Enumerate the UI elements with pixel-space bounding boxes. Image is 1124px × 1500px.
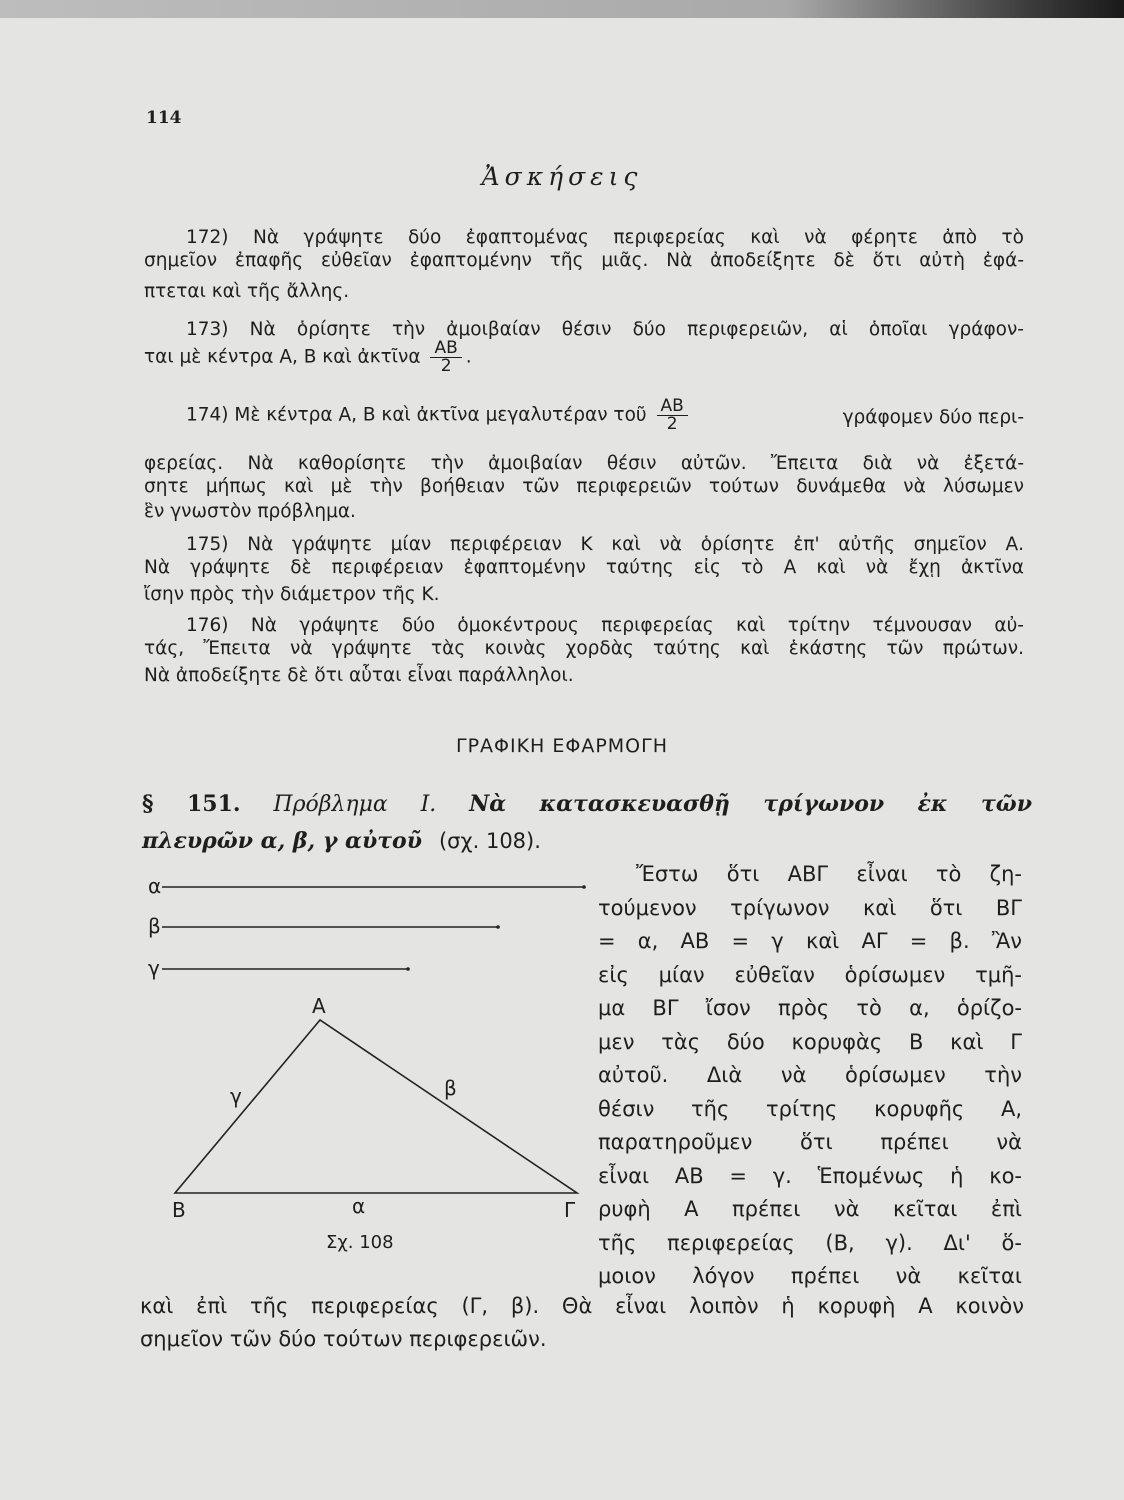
triangle-diagram	[140, 860, 600, 1260]
solution-line: σημεῖον τῶν δύο τούτων περιφερειῶν.	[140, 1327, 547, 1351]
exercise-line: γράφομεν δύο περι-	[842, 407, 1024, 428]
solution-line: εἶναι ΑΒ = γ. Ἑπομένως ἡ κο-	[598, 1163, 1022, 1188]
exercise-174-end	[144, 500, 1024, 523]
exercise-line: σημεῖον ἐπαφῆς εὐθεῖαν ἐφαπτομένην τῆς μιᾶς. Νὰ ἀποδείξητε δὲ ὅτι αὐτὴ ἐφά-	[144, 250, 1024, 271]
problem-label: Πρόβλημα Ι.	[273, 792, 437, 817]
fraction-numerator: ΑΒ	[657, 398, 688, 416]
exercise-line: φερείας. Νὰ καθορίσητε τὴν ἀμοιβαίαν θέσιν αὐτῶν. Ἔπειτα διὰ νὰ ἐξετά-	[144, 453, 1024, 474]
solution-line: ρυφὴ Α πρέπει νὰ κεῖται ἐπὶ	[598, 1197, 1022, 1221]
exercise-line: ται μὲ κέντρα Α, Β καὶ ἀκτῖνα	[144, 346, 421, 368]
solution-conclusion	[140, 1290, 1024, 1356]
problem-line-1	[142, 786, 1032, 823]
solution-line: τῆς περιφερείας (Β, γ). Δι' ὅ-	[598, 1230, 1022, 1255]
page-title: Ἀσκήσεις	[481, 162, 643, 191]
figure-108	[140, 860, 600, 1260]
solution-column	[598, 858, 1022, 1294]
vertex-b-label: Β	[172, 1198, 186, 1222]
fraction-numerator: ΑΒ	[430, 340, 461, 358]
exercise-line: 172) Νὰ γράψητε δύο ἐφαπτομένας περιφερείας καὶ νὰ φέρητε ἀπὸ τὸ	[186, 227, 1024, 248]
problem-statement	[142, 786, 1032, 860]
side-a-label: α	[352, 1194, 366, 1218]
section-number: § 151.	[142, 791, 241, 817]
exercise-punct: .	[465, 346, 472, 368]
solution-line: = α, ΑΒ = γ καὶ ΑΓ = β. Ἂν	[598, 929, 1022, 953]
exercise-line: ἴσην πρὸς τὴν διάμετρον τῆς Κ.	[144, 584, 440, 605]
exercise-175	[144, 533, 1024, 579]
exercise-174	[144, 398, 1024, 433]
scan-edge	[0, 0, 1124, 18]
solution-line: μα ΒΓ ἴσον πρὸς τὸ α, ὁρίζο-	[598, 996, 1022, 1020]
problem-text: Νὰ κατασκευασθῇ τρίγωνον ἐκ τῶν	[469, 791, 1033, 817]
problem-line-2	[142, 823, 1032, 860]
fraction-ab-over-2	[657, 398, 688, 433]
solution-line: θέσιν τῆς τρίτης κορυφῆς Α,	[598, 1096, 1022, 1121]
exercise-175-end	[144, 583, 1024, 606]
exercise-line: πτεται καὶ τῆς ἄλλης.	[144, 281, 350, 302]
fraction-denominator: 2	[440, 356, 452, 376]
exercise-line: ἓν γνωστὸν πρόβλημα.	[144, 501, 356, 522]
exercise-line: 175) Νὰ γράψητε μίαν περιφέρειαν Κ καὶ νὰ ὁρίσητε ἐπ' αὐτῆς σημεῖον Α.	[186, 534, 1024, 555]
fraction-ab-over-2	[430, 340, 461, 375]
exercise-line: σητε μήπως καὶ μὲ τὴν βοήθειαν τῶν περιφερειῶν τούτων δυνάμεθα νὰ λύσωμεν	[144, 476, 1024, 497]
solution-line: τούμενον τρίγωνον καὶ ὅτι ΒΓ	[598, 895, 1022, 920]
solution-line: μεν τὰς δύο κορυφὰς Β καὶ Γ	[598, 1029, 1022, 1054]
exercise-173	[144, 318, 1024, 341]
label-gamma: γ	[148, 956, 160, 980]
solution-line: παρατηροῦμεν ὅτι πρέπει νὰ	[598, 1130, 1022, 1154]
exercise-176	[144, 614, 1024, 660]
exercise-172	[144, 226, 1024, 272]
label-beta: β	[148, 914, 161, 938]
exercise-line: 173) Νὰ ὁρίσητε τὴν ἀμοιβαίαν θέσιν δύο περιφερειῶν, αἱ ὁποῖαι γράφον-	[186, 319, 1024, 340]
exercise-line: 176) Νὰ γράψητε δύο ὁμοκέντρους περιφερείας καὶ τρίτην τέμνουσαν αὐ-	[186, 615, 1024, 636]
exercise-line: 174) Μὲ κέντρα Α, Β καὶ ἀκτῖνα μεγαλυτέραν τοῦ	[186, 404, 647, 426]
fraction-denominator: 2	[666, 414, 678, 434]
solution-line: Ἔστω ὅτι ΑΒΓ εἶναι τὸ ζη-	[636, 862, 1022, 886]
exercise-174-body	[144, 452, 1024, 498]
side-c-label: γ	[230, 1084, 242, 1108]
label-alpha: α	[148, 874, 162, 898]
vertex-a-label: Α	[312, 994, 326, 1018]
solution-line: εἰς μίαν εὐθεῖαν ὁρίσωμεν τμῆ-	[598, 962, 1022, 987]
problem-text-2: πλευρῶν α, β, γ αὐτοῦ	[142, 828, 422, 854]
exercise-173-line2	[144, 340, 1024, 375]
page-number: 114	[146, 108, 182, 128]
exercise-176-end	[144, 664, 1024, 687]
exercise-line: Νὰ ἀποδείξητε δὲ ὅτι αὗται εἶναι παράλληλοι.	[144, 665, 574, 686]
vertex-g-label: Γ	[564, 1198, 576, 1222]
figure-reference: (σχ. 108).	[438, 829, 541, 853]
solution-line: αὐτοῦ. Διὰ νὰ ὁρίσωμεν τὴν	[598, 1063, 1022, 1087]
exercise-line: τάς, Ἔπειτα νὰ γράψητε τὰς κοινὰς χορδὰς ταύτης καὶ ἑκάστης τῶν πρώτων.	[144, 638, 1024, 659]
solution-line: καὶ ἐπὶ τῆς περιφερείας (Γ, β). Θὰ εἶναι λοιπὸν ἡ κορυφὴ Α κοινὸν	[140, 1294, 1024, 1318]
exercise-172-end	[144, 280, 1024, 303]
exercise-line: Νὰ γράψητε δὲ περιφέρειαν ἐφαπτομένην ταύτης εἰς τὸ Α καὶ νὰ ἔχῃ ἀκτῖνα	[144, 557, 1024, 578]
figure-caption: Σχ. 108	[326, 1232, 394, 1253]
section-heading: ΓΡΑΦΙΚΗ ΕΦΑΡΜΟΓΗ	[455, 735, 669, 757]
solution-line: μοιον λόγον πρέπει νὰ κεῖται	[598, 1264, 1022, 1288]
side-b-label: β	[444, 1076, 457, 1100]
